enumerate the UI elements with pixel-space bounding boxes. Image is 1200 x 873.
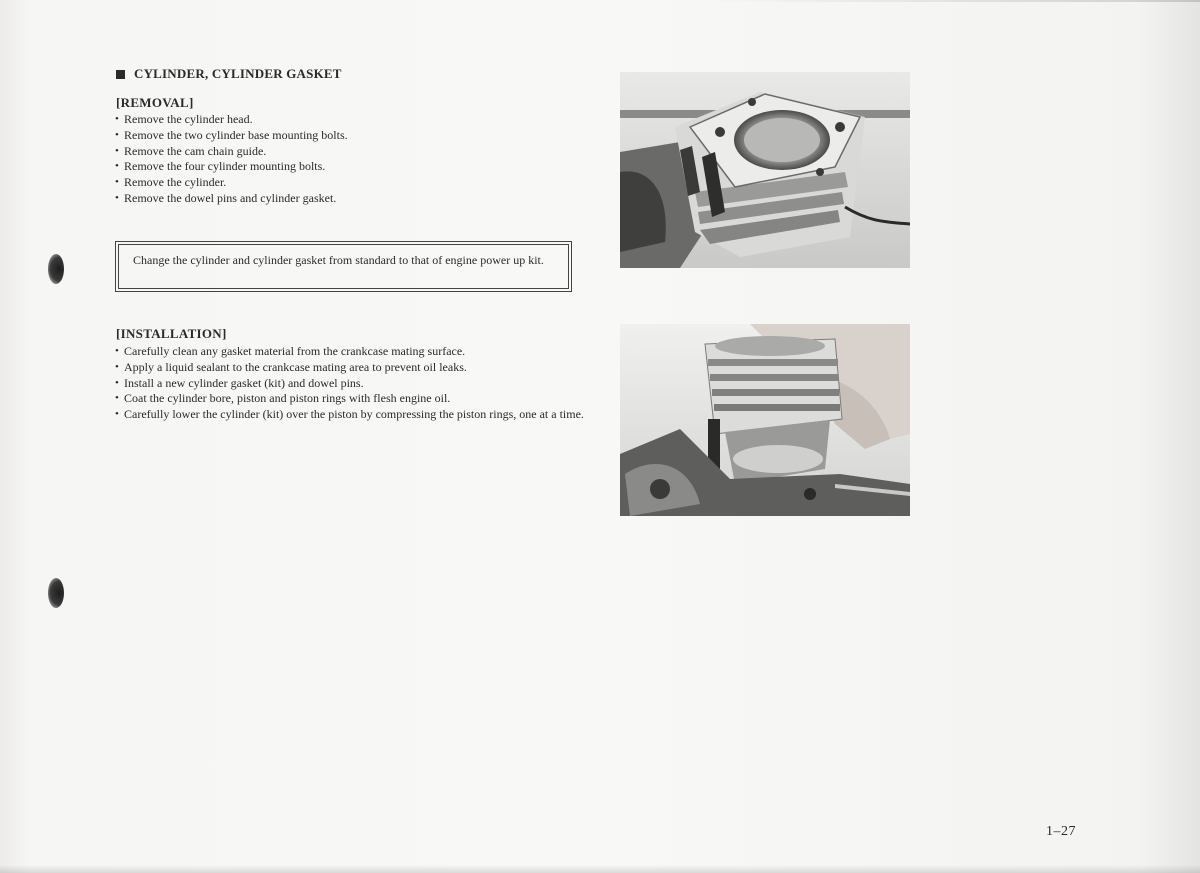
installation-steps: [116, 344, 586, 423]
removal-steps: [116, 112, 586, 207]
removal-step: • Remove the four cylinder mounting bolts.: [116, 159, 586, 175]
removal-heading: [REMOVAL]: [116, 95, 194, 110]
installation-heading: [INSTALLATION]: [116, 326, 227, 341]
section-title-text: CYLINDER, CYLINDER GASKET: [134, 66, 342, 81]
square-bullet-icon: [116, 70, 125, 79]
installation-step: • Install a new cylinder gasket (kit) and dowel pins.: [116, 376, 586, 392]
photo-cylinder-installation: [620, 324, 910, 516]
section-title: [116, 66, 342, 82]
removal-step: • Remove the cam chain guide.: [116, 144, 586, 160]
note-text: Change the cylinder and cylinder gasket from standard to that of engine power up kit.: [118, 244, 569, 289]
removal-step: • Remove the cylinder.: [116, 175, 586, 191]
page-bottom-shadow: [0, 865, 1200, 873]
page-edge-line: [700, 0, 1200, 2]
note-box: [115, 241, 572, 292]
installation-step: • Coat the cylinder bore, piston and piston rings with flesh engine oil.: [116, 391, 586, 407]
removal-step: • Remove the cylinder head.: [116, 112, 586, 128]
installation-step: • Carefully clean any gasket material from the crankcase mating surface.: [116, 344, 586, 360]
binder-hole-top: [48, 254, 64, 284]
binder-hole-bottom: [48, 578, 64, 608]
removal-step: • Remove the two cylinder base mounting bolts.: [116, 128, 586, 144]
installation-step: • Carefully lower the cylinder (kit) over the piston by compressing the piston rings, one at a time.: [116, 407, 586, 423]
installation-step: • Apply a liquid sealant to the crankcase mating area to prevent oil leaks.: [116, 360, 586, 376]
removal-step: • Remove the dowel pins and cylinder gasket.: [116, 191, 586, 207]
photo-cylinder-removal: [620, 72, 910, 268]
page-number: 1–27: [1046, 824, 1076, 839]
